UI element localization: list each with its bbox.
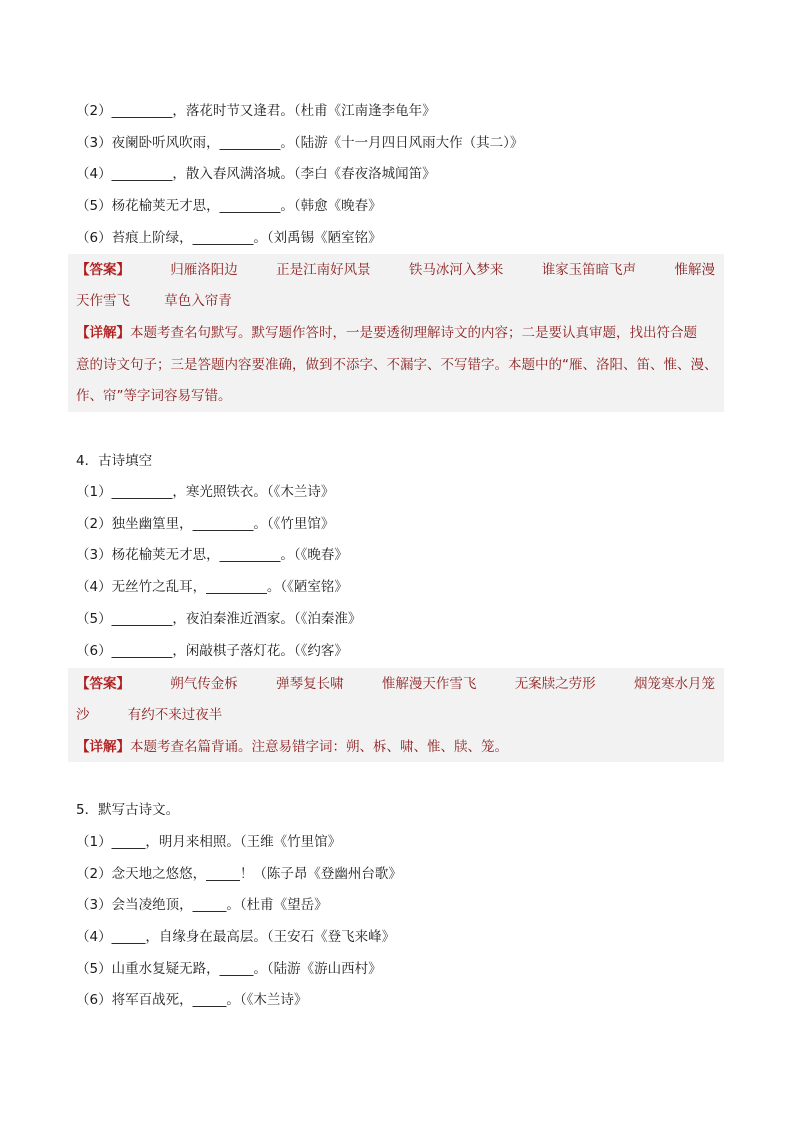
q3-detail-row-1 (76, 323, 736, 343)
q3-answer-5a: 惟解漫 (674, 262, 715, 278)
q3-answer-1: 归雁洛阳边 (170, 262, 238, 278)
q4-detail-tag: 【详解】 (76, 739, 130, 755)
q3-answer-row-1 (76, 260, 736, 280)
q3-item-3: （3）夜阑卧听风吹雨，_________。（陆游《十一月四日风雨大作（其二）》 (76, 135, 524, 151)
q4-answer-6: 有约不来过夜半 (127, 707, 223, 723)
q4-answer-row-2 (76, 705, 736, 725)
q4-answer-box (68, 668, 724, 762)
q4-item-5: （5）_________，夜泊秦淮近酒家。（《泊秦淮》 (76, 611, 362, 627)
q4-answer-5a: 烟笼寒水月笼 (633, 676, 715, 692)
q4-item-6: （6）_________，闲敲棋子落灯花。（《约客》 (76, 643, 348, 659)
q4-answer-3: 惟解漫天作雪飞 (381, 676, 477, 692)
q4-item-4: （4）无丝竹之乱耳，_________。（《陋室铭》 (76, 579, 348, 595)
q5-item-2: （2）念天地之悠悠，_____！（陈子昂《登幽州台歌》 (76, 866, 402, 882)
q3-item-2: （2）_________，落花时节又逢君。（杜甫《江南逢李龟年》 (76, 103, 436, 119)
q5-item-1: （1）_____，明月来相照。（王维《竹里馆》 (76, 834, 342, 850)
q4-answer-tag: 【答案】 (76, 676, 130, 692)
q3-item-6: （6）苔痕上阶绿，_________。（刘禹锡《陋室铭》 (76, 230, 382, 246)
q3-answer-5b: 天作雪飞 (76, 293, 130, 309)
q4-answer-1: 朔气传金柝 (170, 676, 238, 692)
q3-answer-2: 正是江南好风景 (276, 262, 371, 278)
q5-item-6: （6）将军百战死，_____。（《木兰诗》 (76, 992, 308, 1008)
q4-answer-5b: 沙 (76, 707, 90, 723)
q5-heading: 5．默写古诗文。 (76, 802, 180, 818)
q3-answer-6: 草色入帘青 (164, 293, 232, 309)
q3-item-5: （5）杨花榆荚无才思，_________。（韩愈《晚春》 (76, 198, 382, 214)
q4-item-3: （3）杨花榆荚无才思，_________。（《晚春》 (76, 547, 348, 563)
q3-detail-text-1: 本题考查名句默写。默写题作答时，一是要透彻理解诗文的内容；二是要认真审题，找出符合题 (130, 325, 697, 341)
q3-answer-box (68, 254, 724, 412)
q4-detail-row-1 (76, 737, 736, 757)
q3-detail-tag: 【详解】 (76, 325, 130, 341)
q3-answer-tag: 【答案】 (76, 262, 130, 278)
q3-item-4: （4）_________，散入春风满洛城。（李白《春夜洛城闻笛》 (76, 166, 436, 182)
q3-answer-3: 铁马冰河入梦来 (408, 262, 504, 278)
q3-answer-4: 谁家玉笛暗飞声 (541, 262, 637, 278)
q4-item-1: （1）_________，寒光照铁衣。（《木兰诗》 (76, 484, 335, 500)
q4-answer-2: 弹琴复长啸 (276, 676, 344, 692)
q4-answer-4: 无案牍之劳形 (514, 676, 596, 692)
q5-item-3: （3）会当凌绝顶，_____。（杜甫《望岳》 (76, 897, 328, 913)
q4-heading: 4．古诗填空 (76, 453, 153, 469)
q3-detail-text-3: 作、帘”等字词容易写错。 (76, 388, 232, 404)
q4-detail-text-1: 本题考查名篇背诵。注意易错字词：朔、柝、啸、惟、牍、笼。 (130, 739, 508, 755)
q3-answer-row-2 (76, 291, 736, 311)
q5-item-5: （5）山重水复疑无路，_____。（陆游《游山西村》 (76, 961, 382, 977)
q5-item-4: （4）_____，自缘身在最高层。（王安石《登飞来峰》 (76, 929, 396, 945)
q4-item-2: （2）独坐幽篁里，_________。（《竹里馆》 (76, 516, 335, 532)
q4-answer-row-1 (76, 674, 736, 694)
q3-detail-text-2: 意的诗文句子；三是答题内容要准确，做到不添字、不漏字、不写错字。本题中的“雁、洛阳、笛、惟、漫、 (76, 357, 718, 373)
